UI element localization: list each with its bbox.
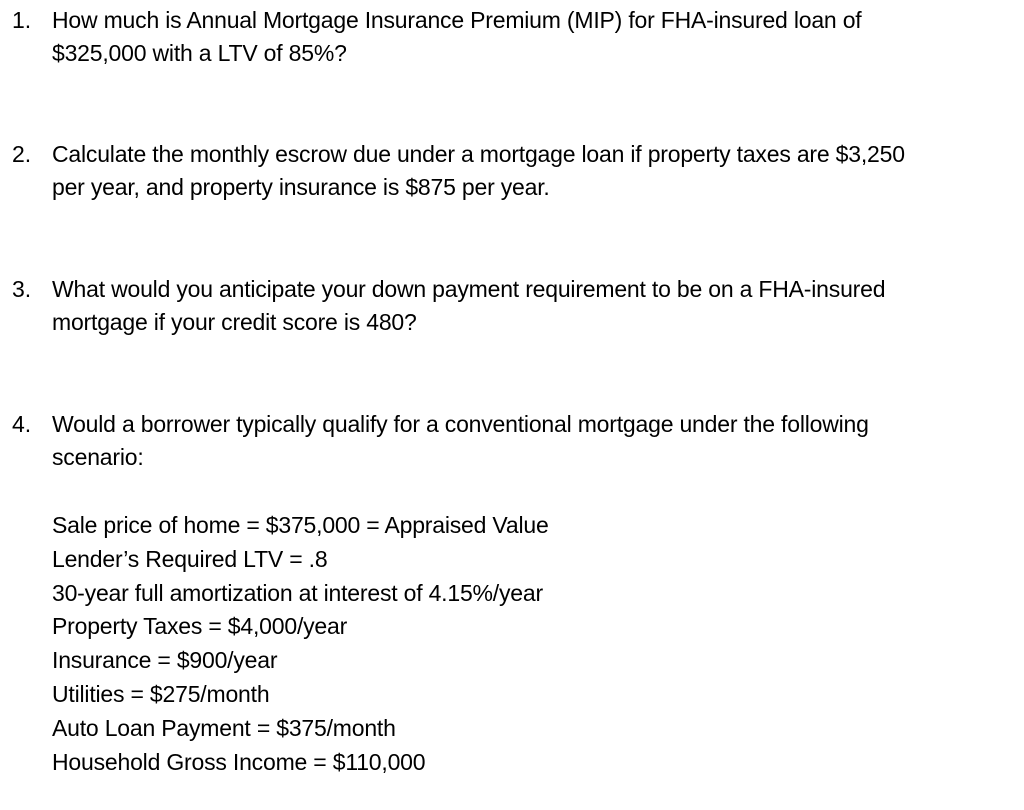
- question-text: [52, 273, 1017, 339]
- scenario-amortization: 30-year full amortization at interest of 4.15%/year: [52, 579, 543, 606]
- scenario-property-taxes: Property Taxes = $4,000/year: [52, 613, 348, 640]
- question-line: per year, and property insurance is $875 per year.: [52, 174, 550, 200]
- question-text: [52, 4, 1017, 70]
- question-line: Calculate the monthly escrow due under a mortgage loan if property taxes are $3,250: [52, 141, 905, 167]
- question-line: How much is Annual Mortgage Insurance Premium (MIP) for FHA-insured loan of: [52, 7, 862, 33]
- scenario-sale-price: Sale price of home = $375,000 = Appraised Value: [52, 512, 549, 538]
- scenario-insurance: Insurance = $900/year: [52, 647, 278, 674]
- question-line: What would you anticipate your down payment requirement to be on a FHA-insured: [52, 276, 886, 302]
- question-line: $325,000 with a LTV of 85%?: [52, 40, 347, 66]
- scenario-gross-income: Household Gross Income = $110,000: [52, 748, 426, 775]
- question-number: 1.: [12, 7, 32, 33]
- question-line: scenario:: [52, 444, 144, 470]
- question-line: Would a borrower typically qualify for a conventional mortgage under the following: [52, 411, 869, 437]
- question-text: [52, 408, 1017, 474]
- scenario-auto-loan: Auto Loan Payment = $375/month: [52, 714, 396, 741]
- scenario-utilities: Utilities = $275/month: [52, 680, 270, 707]
- scenario-details: [52, 509, 752, 779]
- question-text: [52, 138, 1017, 204]
- question-number: 2.: [12, 141, 32, 167]
- question-number: 4.: [12, 411, 32, 437]
- scenario-ltv: Lender’s Required LTV = .8: [52, 545, 328, 572]
- question-line: mortgage if your credit score is 480?: [52, 309, 417, 335]
- question-number: 3.: [12, 276, 32, 302]
